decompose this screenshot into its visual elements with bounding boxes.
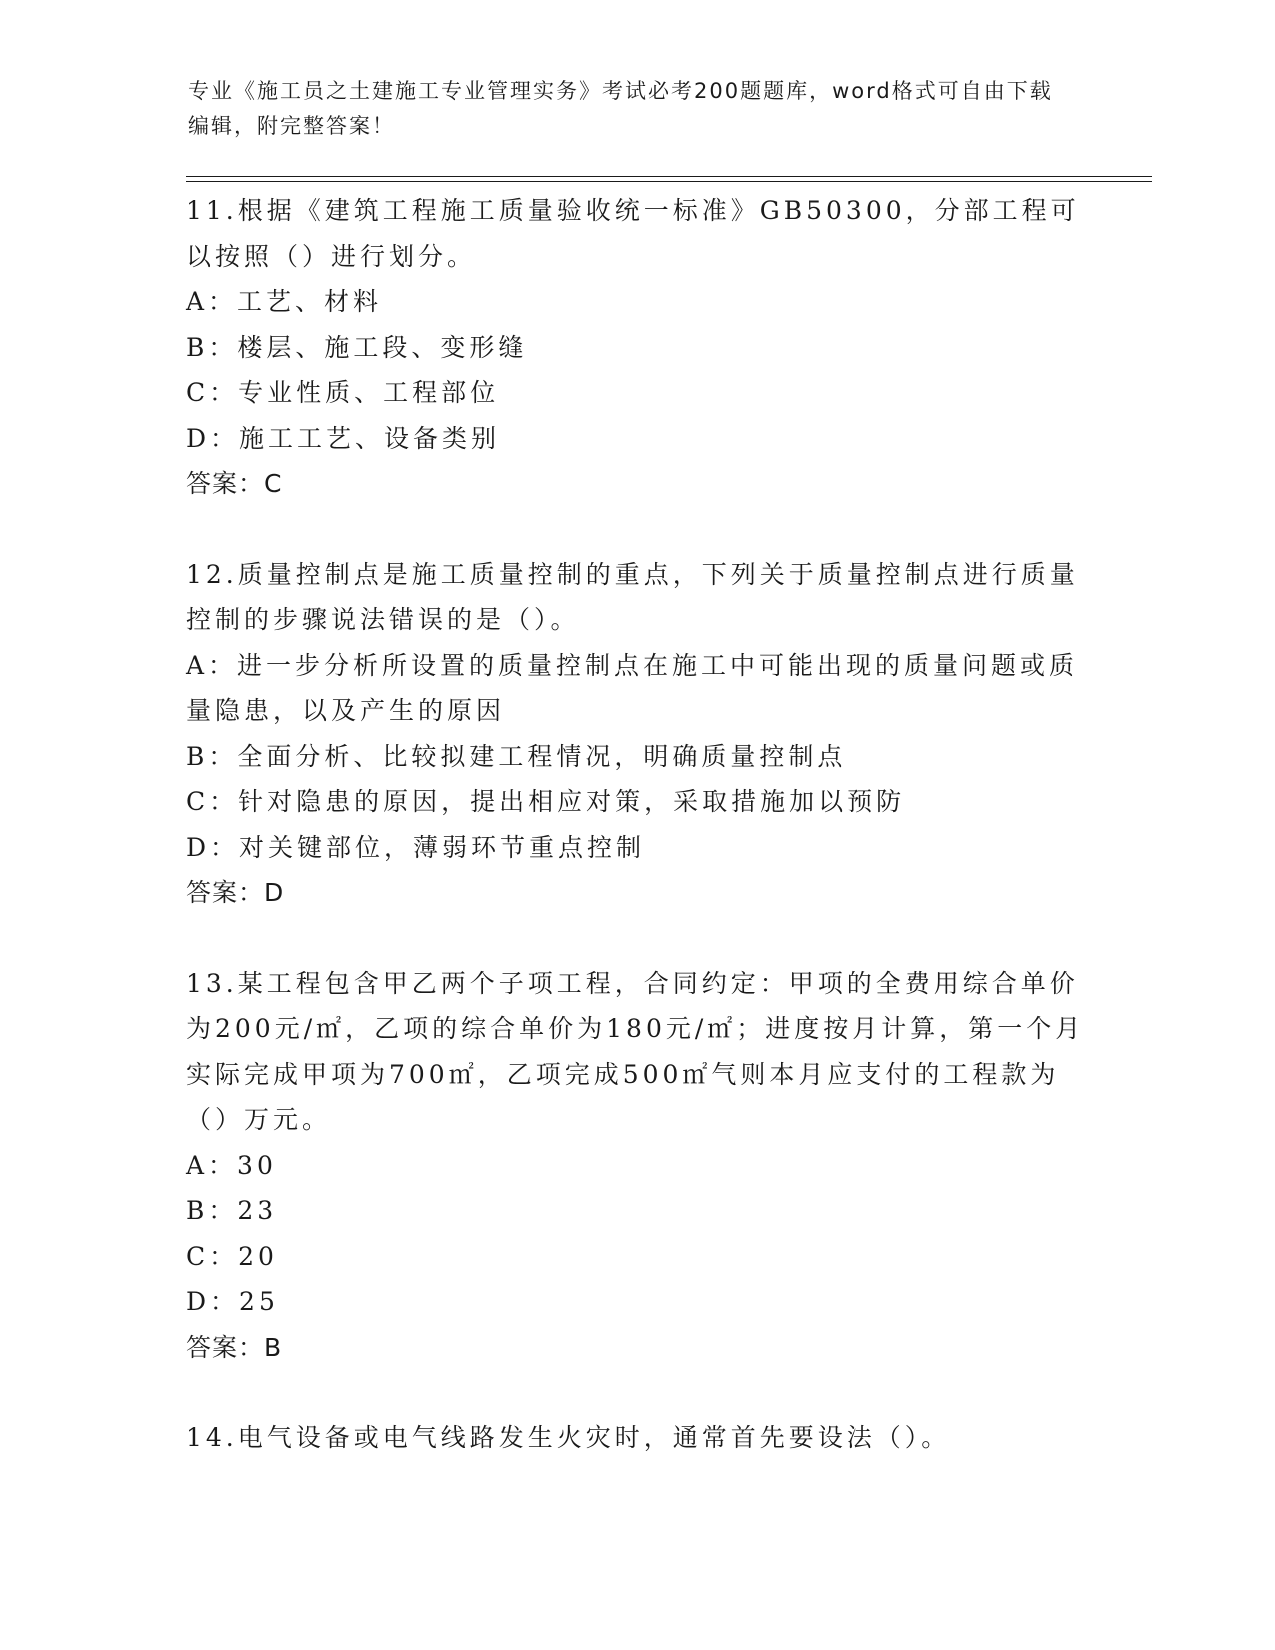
question-11 — [186, 188, 1086, 507]
option-a: A：工艺、材料 — [186, 287, 383, 316]
question-stem: 11.根据《建筑工程施工质量验收统一标准》GB50300，分部工程可以按照（）进行划分。 — [186, 196, 1080, 271]
option-c: C：20 — [186, 1241, 278, 1271]
option-d: D：对关键部位，薄弱环节重点控制 — [186, 832, 646, 862]
answer-key: 答案：B — [186, 1332, 283, 1362]
option-d: D：施工工艺、设备类别 — [186, 423, 501, 453]
header-intro-text: 专业《施工员之土建施工专业管理实务》考试必考200题题库，word格式可自由下载编辑，附完整答案！ — [188, 79, 1053, 138]
option-b: B：23 — [186, 1196, 278, 1225]
option-a: A：30 — [186, 1150, 277, 1180]
question-12 — [186, 552, 1086, 916]
question-14 — [186, 1415, 1086, 1461]
header-divider-bottom — [186, 181, 1152, 182]
document-header — [188, 74, 1068, 144]
option-d: D：25 — [186, 1287, 279, 1316]
question-list — [186, 188, 1086, 1461]
option-b: B：全面分析、比较拟建工程情况，明确质量控制点 — [186, 741, 847, 771]
question-stem: 12.质量控制点是施工质量控制的重点，下列关于质量控制点进行质量控制的步骤说法错误的是（）。 — [186, 559, 1079, 634]
option-c: C：专业性质、工程部位 — [186, 378, 500, 407]
question-stem: 13.某工程包含甲乙两个子项工程，合同约定：甲项的全费用综合单价为200元/㎡，乙项的综合单价为180元/㎡；进度按月计算，第一个月实际完成甲项为700㎡，乙项完成500㎡气则本月应支付的工程款为（）万元。 — [186, 968, 1085, 1134]
option-b: B：楼层、施工段、变形缝 — [186, 332, 528, 362]
option-a: A：进一步分析所设置的质量控制点在施工中可能出现的质量问题或质量隐患，以及产生的原因 — [186, 650, 1079, 725]
question-13 — [186, 961, 1086, 1371]
header-divider-top — [186, 176, 1152, 177]
answer-key: 答案：C — [186, 469, 283, 498]
question-stem: 14.电气设备或电气线路发生火灾时，通常首先要设法（）。 — [186, 1423, 951, 1452]
answer-key: 答案：D — [186, 878, 285, 907]
option-c: C：针对隐患的原因，提出相应对策，采取措施加以预防 — [186, 787, 906, 816]
